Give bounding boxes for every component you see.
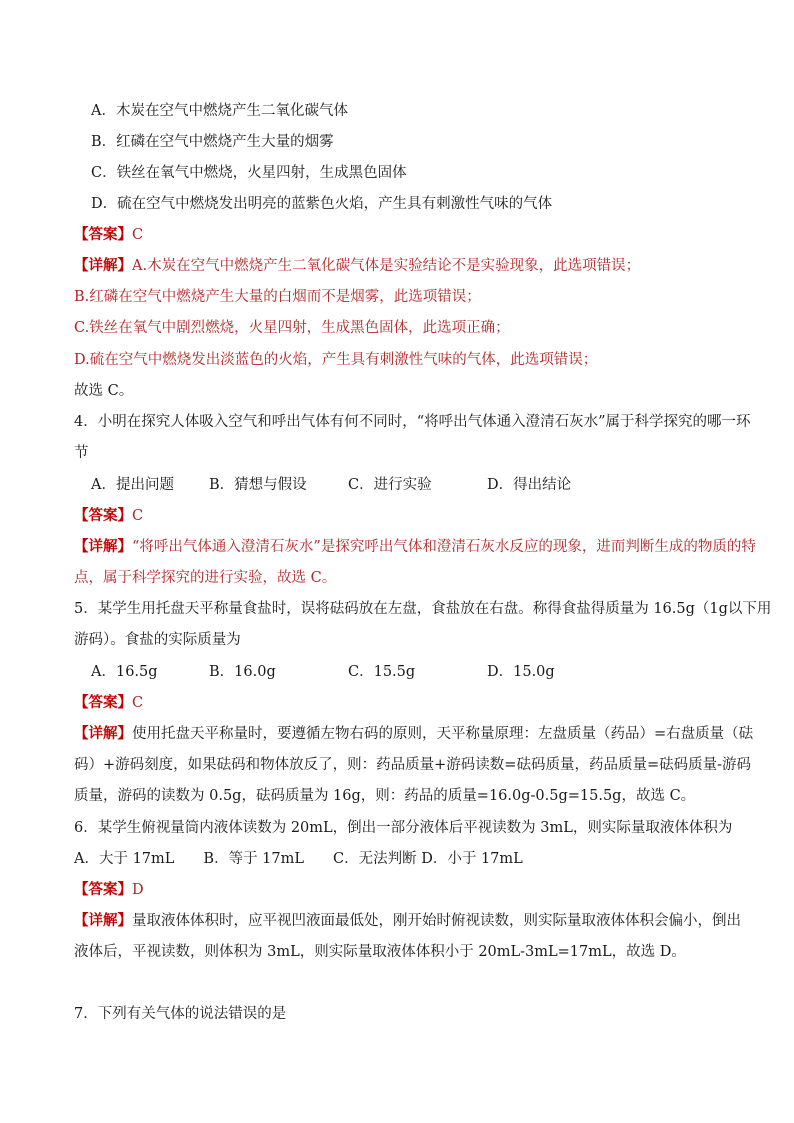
q7-stem: 7．下列有关气体的说法错误的是	[74, 1006, 287, 1022]
q3-detail-line-3: C.铁丝在氧气中剧烈燃烧，火星四射，生成黑色固体，此选项正确；	[74, 320, 510, 336]
q3-detail-line-4: D.硫在空气中燃烧发出淡蓝色的火焰，产生具有刺激性气味的气体，此选项错误；	[74, 352, 598, 368]
q6-options: A．大于 17mL B．等于 17mL C．无法判断 D．小于 17mL	[74, 851, 523, 867]
q3-detail-line-1	[74, 256, 640, 276]
q5-option-c: C．15.5g	[348, 664, 416, 680]
q5-option-d: D．15.0g	[487, 664, 555, 680]
q3-option-d: D．硫在空气中燃烧发出明亮的蓝紫色火焰，产生具有刺激性气味的气体	[91, 196, 553, 212]
q4-stem-line-2: 节	[74, 445, 89, 461]
answer-tag: 【答案】	[74, 694, 132, 711]
q6-answer	[74, 880, 144, 900]
answer-value: C	[132, 695, 144, 711]
detail-text: A.木炭在空气中燃烧产生二氧化碳气体是实验结论不是实验现象，此选项错误；	[132, 258, 641, 274]
answer-tag: 【答案】	[74, 507, 132, 524]
answer-value: C	[132, 227, 144, 243]
detail-tag: 【详解】	[74, 257, 132, 274]
q5-detail-line-2: 码）+游码刻度，如果砝码和物体放反了，则：药品质量+游码读数=砝码质量，药品质量=砝码质量-游码	[74, 757, 751, 773]
detail-text: “将呼出气体通入澄清石灰水”是探究呼出气体和澄清石灰水反应的现象，进而判断生成的物质的特	[132, 539, 756, 555]
q4-stem-line-1: 4．小明在探究人体吸入空气和呼出气体有何不同时，“将呼出气体通入澄清石灰水”属于科学探究的哪一环	[74, 414, 751, 430]
q5-detail-line-1	[74, 724, 753, 744]
answer-value: D	[132, 882, 144, 898]
detail-tag: 【详解】	[74, 538, 132, 555]
detail-text: 量取液体体积时，应平视凹液面最低处，刚开始时俯视读数，则实际量取液体体积会偏小，倒出	[132, 913, 741, 929]
q4-detail-line-2: 点，属于科学探究的进行实验，故选 C。	[74, 570, 337, 586]
q5-detail-line-3: 质量，游码的读数为 0.5g，砝码质量为 16g，则：药品的质量=16.0g-0.5g=15.5g，故选 C。	[74, 788, 696, 804]
q4-detail-line-1	[74, 537, 756, 557]
q3-option-b: B．红磷在空气中燃烧产生大量的烟雾	[91, 134, 334, 150]
q3-answer	[74, 225, 143, 245]
q3-detail-line-2: B.红磷在空气中燃烧产生大量的白烟而不是烟雾，此选项错误；	[74, 289, 481, 305]
q4-option-b: B．猜想与假设	[209, 477, 307, 493]
detail-tag: 【详解】	[74, 725, 132, 742]
answer-tag: 【答案】	[74, 881, 132, 898]
q5-stem-line-1: 5．某学生用托盘天平称量食盐时，误将砝码放在左盘，食盐放在右盘。称得食盐得质量为 16.5g（1g以下用	[74, 601, 772, 617]
q5-stem-line-2: 游码）。食盐的实际质量为	[74, 632, 241, 648]
detail-text: 使用托盘天平称量时，要遵循左物右码的原则，天平称量原理：左盘质量（药品）=右盘质量（砝	[132, 726, 754, 742]
q6-stem: 6．某学生俯视量筒内液体读数为 20mL，倒出一部分液体后平视读数为 3mL，则实际量取液体体积为	[74, 820, 733, 836]
q5-option-a: A．16.5g	[91, 664, 158, 680]
q4-option-d: D．得出结论	[487, 477, 572, 493]
q4-answer	[74, 506, 143, 526]
q4-option-c: C．进行实验	[348, 477, 432, 493]
q5-answer	[74, 693, 143, 713]
q4-option-a: A．提出问题	[91, 477, 174, 493]
answer-tag: 【答案】	[74, 226, 132, 243]
q6-detail-line-2: 液体后，平视读数，则体积为 3mL，则实际量取液体体积小于 20mL-3mL=17mL，故选 D。	[74, 944, 686, 960]
q3-detail-line-5: 故选 C。	[74, 383, 134, 399]
answer-value: C	[132, 508, 144, 524]
detail-tag: 【详解】	[74, 912, 132, 929]
q3-option-a: A．木炭在空气中燃烧产生二氧化碳气体	[91, 103, 348, 119]
q6-detail-line-1	[74, 911, 741, 931]
q5-option-b: B．16.0g	[209, 664, 276, 680]
q3-option-c: C．铁丝在氧气中燃烧，火星四射，生成黑色固体	[91, 165, 407, 181]
